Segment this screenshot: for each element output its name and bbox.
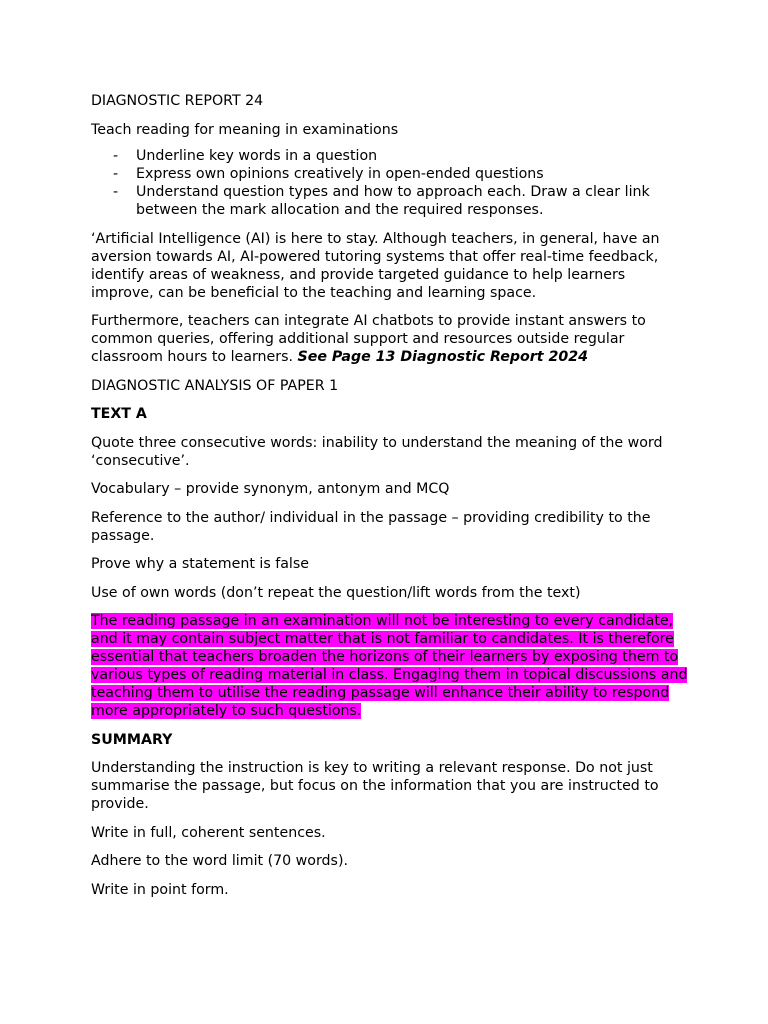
highlighted-text: The reading passage in an examination will not be interesting to every candidate, and it may contain subject matter that is not familiar to candidates. It is therefore essential that teachers broaden the horizons of their learners by exposing them to various types of reading material in class. Engaging them in topical discussions and teaching them to utilise the reading passage will enhance their ability to respond more appropriately to such questions. (91, 613, 688, 719)
document-page (91, 92, 691, 909)
bullet-item (91, 147, 691, 165)
bullet-marker: - (113, 148, 119, 164)
text-a-point: Reference to the author/ individual in the passage – providing credibility to the passage. (91, 509, 651, 544)
text-a-point: Prove why a statement is false (91, 556, 309, 572)
summary-point: Write in full, coherent sentences. (91, 824, 326, 841)
text-a-point: Use of own words (don’t repeat the question/lift words from the text) (91, 584, 581, 601)
bullet-text: Underline key words in a question (136, 148, 378, 164)
teaching-bullet-list (91, 147, 691, 219)
furthermore-text: Furthermore, teachers can integrate AI chatbots to provide instant answers to common queries, offering additional support and resources outside regular classroom hours to learners. (91, 313, 646, 365)
bullet-item (91, 165, 691, 183)
page-reference: See Page 13 Diagnostic Report 2024 (297, 349, 588, 365)
text-a-point: Quote three consecutive words: inability to understand the meaning of the word ‘consecutive’. (91, 434, 663, 469)
furthermore-paragraph (91, 312, 691, 366)
bullet-marker: - (113, 184, 119, 200)
summary-point: Write in point form. (91, 881, 229, 898)
highlighted-paragraph (91, 612, 691, 720)
text-a-heading: TEXT A (91, 406, 147, 422)
bullet-text: Understand question types and how to approach each. Draw a clear link between the mark allocation and the required responses. (136, 184, 650, 218)
text-a-point: Vocabulary – provide synonym, antonym and MCQ (91, 481, 450, 497)
bullet-text: Express own opinions creatively in open-ended questions (136, 166, 544, 182)
teach-heading: Teach reading for meaning in examinations (91, 121, 399, 138)
summary-point: Understanding the instruction is key to writing a relevant response. Do not just summarise the passage, but focus on the information that you are instructed to provide. (91, 760, 659, 812)
report-title: DIAGNOSTIC REPORT 24 (91, 93, 264, 109)
summary-point: Adhere to the word limit (70 words). (91, 853, 348, 869)
bullet-marker: - (113, 166, 119, 182)
ai-paragraph: ‘Artificial Intelligence (AI) is here to stay. Although teachers, in general, have an aversion towards AI, AI-powered tutoring systems that offer real-time feedback, identify areas of weakness, and provide targeted guidance to help learners improve, can be beneficial to the teaching and learning space. (91, 230, 660, 301)
bullet-item (91, 183, 691, 219)
analysis-heading: DIAGNOSTIC ANALYSIS OF PAPER 1 (91, 377, 339, 394)
summary-heading: SUMMARY (91, 731, 173, 748)
